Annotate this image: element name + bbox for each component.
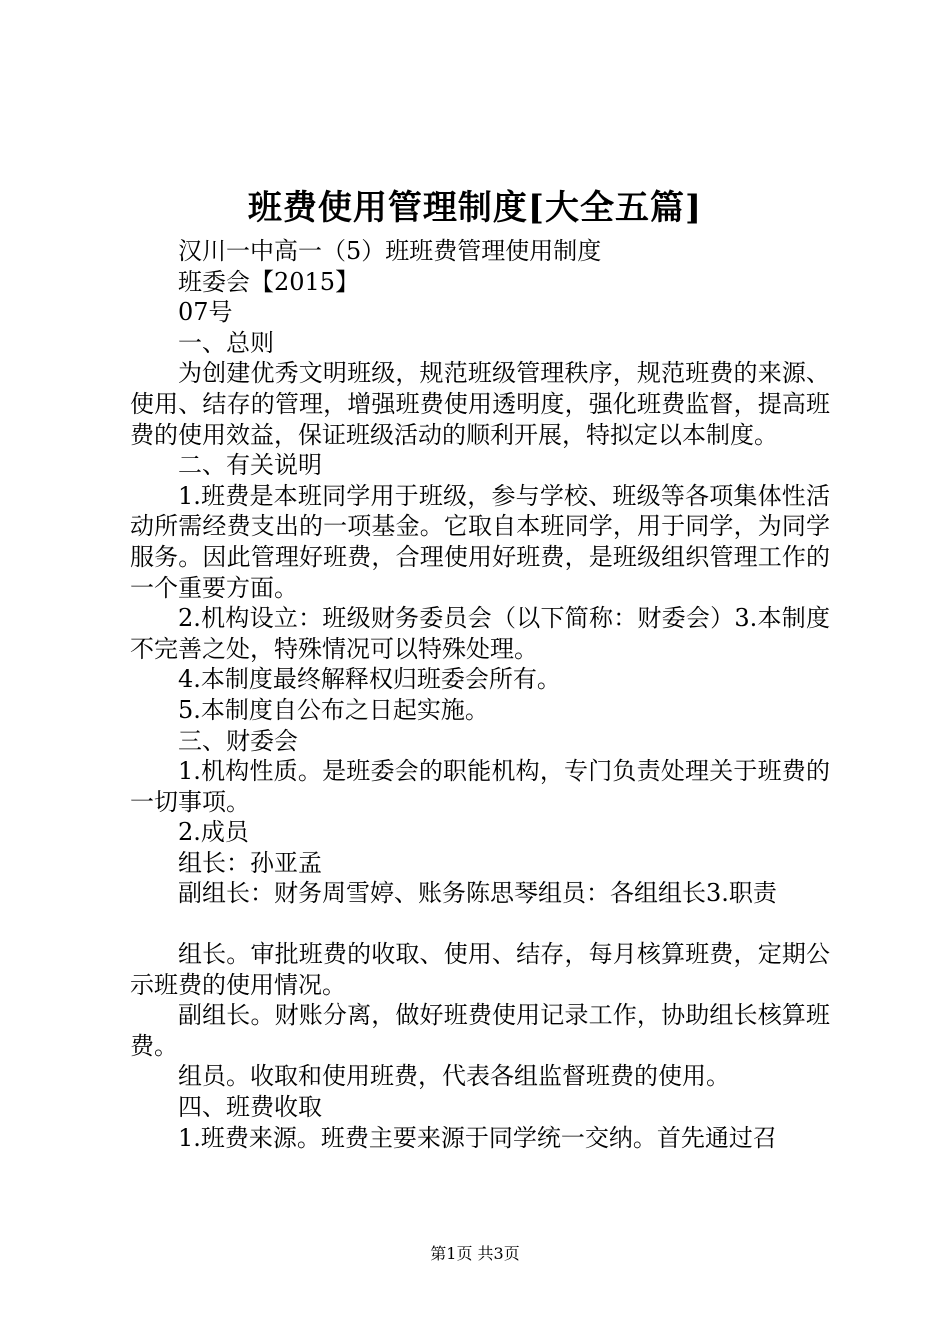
paragraph: 2.机构设立：班级财务委员会（以下简称：财委会）3.本制度不完善之处，特殊情况可以特殊处理。 <box>130 604 830 663</box>
paragraph: 副组长。财账分离，做好班费使用记录工作，协助组长核算班费。 <box>130 1001 830 1060</box>
section-heading: 三、财委会 <box>178 726 298 755</box>
blank-line <box>130 909 830 939</box>
section-heading: 二、有关说明 <box>178 451 322 480</box>
paragraph: 组员。收取和使用班费，代表各组监督班费的使用。 <box>178 1062 730 1091</box>
page-footer: 第1页 共3页 <box>430 1244 520 1263</box>
paragraph: 组长。审批班费的收取、使用、结存，每月核算班费，定期公示班费的使用情况。 <box>130 940 830 999</box>
section-heading: 一、总则 <box>178 328 274 357</box>
paragraph: 1.班费来源。班费主要来源于同学统一交纳。首先通过召 <box>178 1123 777 1152</box>
document-body <box>130 236 830 1153</box>
paragraph: 1.机构性质。是班委会的职能机构，专门负责处理关于班费的一切事项。 <box>130 757 830 816</box>
paragraph: 为创建优秀文明班级，规范班级管理秩序，规范班费的来源、使用、结存的管理，增强班费使用透明度，强化班费监督，提高班费的使用效益，保证班级活动的顺利开展，特拟定以本制度。 <box>130 359 830 449</box>
paragraph: 组长：孙亚孟 <box>178 848 322 877</box>
section-heading: 四、班费收取 <box>178 1093 322 1122</box>
paragraph: 5.本制度自公布之日起实施。 <box>178 695 489 724</box>
paragraph: 副组长：财务周雪婷、账务陈思琴组员：各组组长3.职责 <box>178 879 777 908</box>
paragraph: 1.班费是本班同学用于班级，参与学校、班级等各项集体性活动所需经费支出的一项基金。它取自本班同学，用于同学，为同学服务。因此管理好班费，合理使用好班费，是班级组织管理工作的一个重要方面。 <box>130 481 830 602</box>
paragraph: 07号 <box>178 298 233 327</box>
document-title: 班费使用管理制度[大全五篇] <box>247 188 703 228</box>
paragraph: 2.成员 <box>178 818 249 847</box>
paragraph: 4.本制度最终解释权归班委会所有。 <box>178 665 561 694</box>
paragraph: 汉川一中高一（5）班班费管理使用制度 <box>178 237 602 265</box>
paragraph: 班委会【2015】 <box>178 267 360 296</box>
